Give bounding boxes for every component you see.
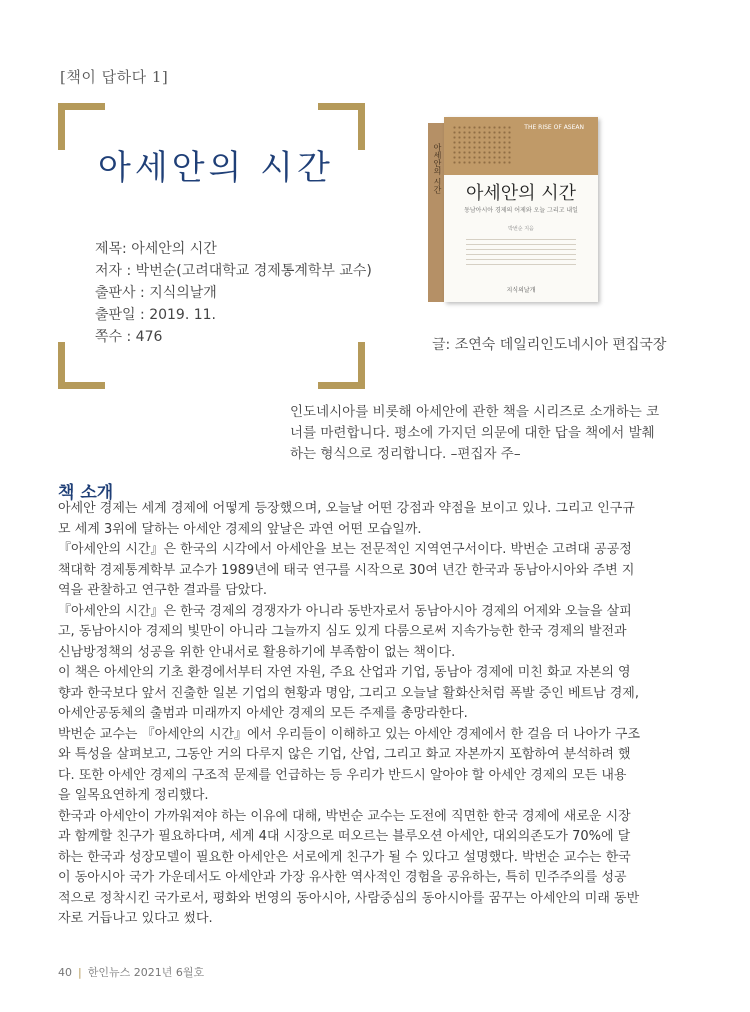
- info-author: 저자 : 박번순(고려대학교 경제통계학부 교수): [95, 263, 372, 279]
- editor-note-line: 너를 마련합니다. 평소에 가지던 의문에 대한 답을 책에서 발췌: [290, 425, 655, 441]
- byline: 글: 조연숙 데일리인도네시아 편집국장: [432, 337, 667, 353]
- editor-note-line: 하는 형식으로 정리합니다. –편집자 주–: [290, 446, 521, 462]
- body-line: 과 함께할 친구가 필요하다며, 세계 4대 시장으로 떠오르는 블루오션 아세안, 대외의존도가 70%에 달: [58, 829, 631, 844]
- body-line: 신남방정책의 성공을 위한 안내서로 활용하기에 부족함이 없는 책이다.: [58, 644, 456, 660]
- book-cover-text-block: [466, 239, 576, 269]
- body-line: 적으로 정착시킨 국가로서, 평화와 번영의 동아시아, 사람중심의 동아시아를 꿈꾸는 아세안의 미래 동반: [58, 890, 640, 906]
- book-publisher-logo: 지식의날개: [506, 287, 536, 294]
- info-date: 출판일 : 2019. 11.: [95, 307, 216, 323]
- body-line: 역을 관찰하고 연구한 결과를 담았다.: [58, 583, 268, 598]
- body-line: 이 책은 아세안의 기초 환경에서부터 자연 자원, 주요 산업과 기업, 동남아 경제에 미친 화교 자본의 영: [58, 665, 631, 680]
- editor-note: [290, 402, 695, 465]
- body-line: 이 동아시아 국가 가운데서도 아세안과 가장 유사한 역사적인 경험을 공유하는, 특히 민주주의를 성공: [58, 870, 627, 885]
- body-line: 『아세안의 시간』은 한국 경제의 경쟁자가 아니라 동반자로서 동남아시아 경제의 어제와 오늘을 살피: [58, 603, 632, 619]
- page-title: 아세안의 시간: [98, 148, 334, 188]
- body-line: 하는 한국과 성장모델이 필요한 아세안은 서로에게 친구가 될 수 있다고 설명했다. 박번순 교수는 한국: [58, 849, 631, 865]
- body-line: 『아세안의 시간』은 한국의 시각에서 아세안을 보는 전문적인 지역연구서이다. 박번순 고려대 공공정: [58, 542, 632, 557]
- publication-name: 한인뉴스 2021년 6월호: [87, 966, 205, 979]
- body-line: 박번순 교수는 『아세안의 시간』에서 우리들이 이해하고 있는 아세안 경제에서 한 걸음 더 나아가 구조: [58, 726, 641, 742]
- book-cover-image: [428, 117, 598, 302]
- frame-corner-bottom-left: [58, 342, 105, 389]
- book-cover-map: [444, 117, 598, 175]
- editor-note-line: 인도네시아를 비롯해 아세안에 관한 책을 시리즈로 소개하는 코: [290, 404, 660, 420]
- info-title: 제목: 아세안의 시간: [95, 241, 217, 257]
- book-author: 박번순 지음: [508, 226, 534, 232]
- info-publisher: 출판사 : 지식의날개: [95, 285, 217, 301]
- body-line: 와 특성을 살펴보고, 그동안 거의 다루지 않은 기업, 산업, 그리고 화교 자본까지 포함하여 분석하려 했: [58, 747, 631, 762]
- body-line: 을 일목요연하게 정리했다.: [58, 788, 209, 803]
- body-line: 책대학 경제통계학부 교수가 1989년에 태국 연구를 시작으로 30여 년간 한국과 동남아시아와 주변 지: [58, 562, 635, 578]
- body-line: 한국과 아세안이 가까워져야 하는 이유에 대해, 박번순 교수는 도전에 직면한 한국 경제에 새로운 시장: [58, 808, 631, 824]
- frame-corner-bottom-right: [318, 342, 365, 389]
- body-line: 향과 한국보다 앞서 진출한 일본 기업의 현황과 명암, 그리고 오늘날 활화산처럼 폭발 중인 베트남 경제,: [58, 685, 639, 701]
- body-line: 아세안 경제는 세계 경제에 어떻게 등장했으며, 오늘날 어떤 강점과 약점을 보이고 있나. 그리고 인구규: [58, 501, 635, 516]
- footer-separator: |: [78, 966, 82, 979]
- book-spine: [428, 123, 444, 302]
- body-line: 다. 또한 아세안 경제의 구조적 문제를 언급하는 등 우리가 반드시 알아야 할 아세안 경제의 모든 내용: [58, 767, 627, 783]
- book-korean-title: 아세안의 시간: [465, 183, 577, 204]
- body-line: 자로 거듭나고 있다고 썼다.: [58, 911, 213, 926]
- body-line: 아세안공동체의 출범과 미래까지 아세안 경제의 모든 주제를 총망라한다.: [58, 706, 468, 721]
- page-number: 40: [58, 966, 72, 979]
- book-info-list: [95, 238, 372, 348]
- body-line: 모 세계 3위에 달하는 아세안 경제의 앞날은 과연 어떤 모습일까.: [58, 521, 422, 537]
- body-line: 고, 동남아시아 경제의 빛만이 아니라 그늘까지 심도 있게 다룸으로써 지속가능한 한국 경제의 발전과: [58, 624, 627, 639]
- page-footer: [58, 964, 204, 980]
- book-subtitle: 동남아시아 경제의 어제와 오늘 그리고 내일: [464, 207, 578, 214]
- section-label: [책이 답하다 1]: [60, 68, 169, 86]
- section-heading: 책 소개: [58, 483, 114, 503]
- book-cover-map-pattern: [452, 125, 512, 165]
- body-text: [58, 499, 698, 930]
- info-pages: 쪽수 : 476: [95, 329, 163, 345]
- book-english-title: THE RISE OF ASEAN: [524, 124, 584, 131]
- book-spine-title: 아세안의 시간: [433, 143, 442, 194]
- book-front-cover: [444, 117, 598, 302]
